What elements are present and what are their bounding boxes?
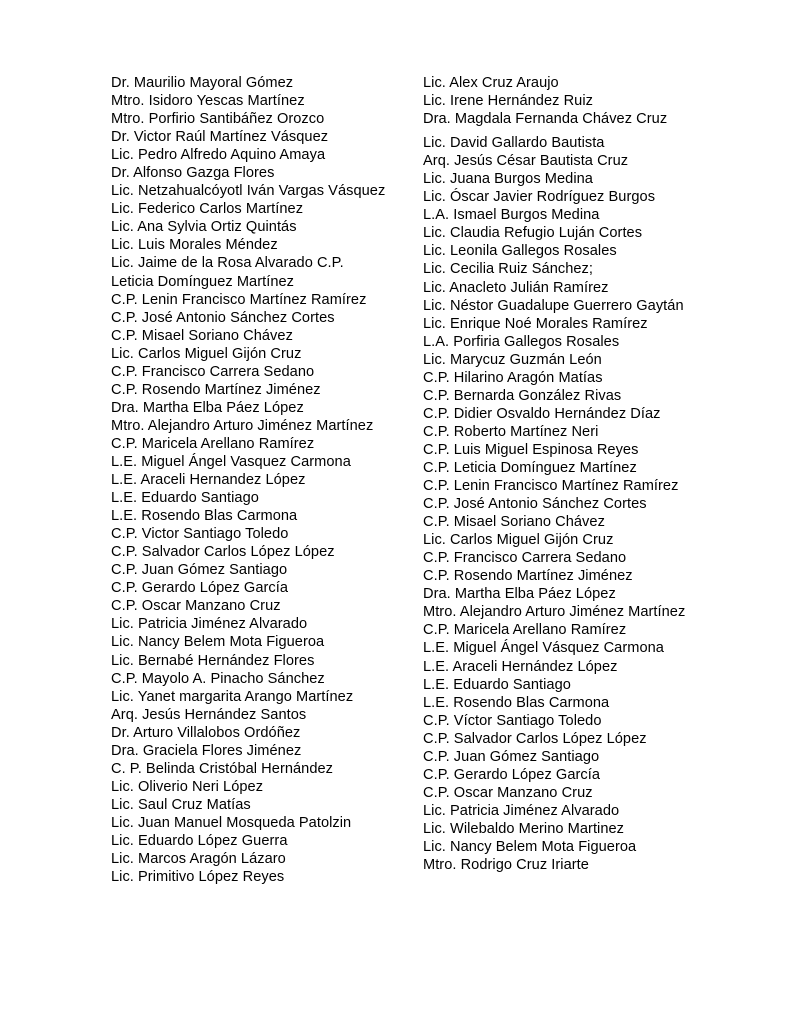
name-entry: Lic. Claudia Refugio Luján Cortes [423, 225, 643, 242]
name-entry: Lic. Néstor Guadalupe Guerrero Gaytán [423, 297, 684, 314]
name-entry: C.P. Rosendo Martínez Jiménez [423, 568, 633, 585]
name-entry: Mtro. Rodrigo Cruz Iriarte [423, 857, 589, 874]
name-entry: L.E. Eduardo Santiago [423, 676, 571, 693]
name-entry: Lic. Carlos Miguel Gijón Cruz [111, 345, 302, 362]
name-entry: Lic. Netzahualcóyotl Iván Vargas Vásquez [111, 183, 386, 200]
name-entry: C.P. José Antonio Sánchez Cortes [111, 309, 335, 326]
name-entry: Lic. Cecilia Ruiz Sánchez; [423, 261, 594, 278]
name-entry: C.P. Hilarino Aragón Matías [423, 369, 603, 386]
name-entry: C.P. Salvador Carlos López López [111, 544, 335, 561]
name-entry: C.P. Victor Santiago Toledo [111, 526, 289, 543]
name-entry: Lic. Carlos Miguel Gijón Cruz [423, 532, 614, 549]
name-entry: C.P. Oscar Manzano Cruz [423, 784, 593, 801]
name-entry: Lic. Anacleto Julián Ramírez [423, 279, 609, 296]
name-entry: L.E. Araceli Hernandez López [111, 472, 306, 489]
name-entry: Dra. Graciela Flores Jiménez [111, 742, 302, 759]
name-entry: Lic. Pedro Alfredo Aquino Amaya [111, 147, 326, 164]
name-entry: C.P. Juan Gómez Santiago [423, 748, 600, 765]
left-name-list [111, 74, 407, 886]
name-entry: C.P. Roberto Martínez Neri [423, 423, 599, 440]
name-entry: Dr. Maurilio Mayoral Gómez [111, 75, 294, 91]
name-entry: C.P. Lenin Francisco Martínez Ramírez [423, 478, 679, 495]
name-entry: Lic. Marycuz Guzmán León [423, 351, 602, 368]
name-entry: Dra. Martha Elba Páez López [423, 586, 616, 603]
name-entry: Lic. Patricia Jiménez Alvarado [111, 616, 308, 633]
name-entry: Mtro. Porfirio Santibáñez Orozco [111, 111, 325, 128]
name-entry: L.E. Miguel Ángel Vasquez Carmona [111, 453, 351, 470]
name-entry: Lic. Enrique Noé Morales Ramírez [423, 315, 648, 332]
name-entry: C.P. Luis Miguel Espinosa Reyes [423, 441, 639, 458]
name-entry: C.P. Misael Soriano Chávez [423, 514, 605, 531]
name-entry: Lic. Irene Hernández Ruiz [423, 93, 593, 110]
name-entry: Arq. Jesús Hernández Santos [111, 706, 307, 723]
name-entry: Lic. Eduardo López Guerra [111, 832, 288, 849]
name-entry: L.E. Miguel Ángel Vásquez Carmona [423, 640, 664, 657]
name-entry: Lic. Alex Cruz Araujo [423, 75, 559, 91]
name-entry: Lic. Juan Manuel Mosqueda Patolzin [111, 814, 352, 831]
name-entry: Lic. Bernabé Hernández Flores [111, 652, 315, 669]
name-entry: Lic. Marcos Aragón Lázaro [111, 851, 286, 868]
name-entry: L.E. Araceli Hernández López [423, 658, 618, 675]
name-entry: Lic. Jaime de la Rosa Alvarado C.P. [111, 255, 344, 272]
name-entry: Lic. Patricia Jiménez Alvarado [423, 802, 620, 819]
name-entry: Lic. Wilebaldo Merino Martinez [423, 820, 625, 837]
name-entry: L.E. Rosendo Blas Carmona [111, 508, 298, 525]
name-entry: L.A. Ismael Burgos Medina [423, 207, 600, 224]
name-entry: L.A. Porfiria Gallegos Rosales [423, 333, 620, 350]
name-entry: Dr. Alfonso Gazga Flores [111, 165, 275, 182]
name-entry: Lic. Nancy Belem Mota Figueroa [423, 838, 637, 855]
name-entry: C.P. Rosendo Martínez Jiménez [111, 381, 321, 398]
name-entry: L.E. Eduardo Santiago [111, 490, 259, 507]
name-entry: Dr. Victor Raúl Martínez Vásquez [111, 129, 329, 146]
name-entry: C.P. Maricela Arellano Ramírez [423, 622, 627, 639]
name-entry: C.P. Misael Soriano Chávez [111, 327, 293, 344]
name-entry: C.P. Francisco Carrera Sedano [423, 550, 627, 567]
name-entry: Mtro. Alejandro Arturo Jiménez Martínez [423, 604, 686, 621]
name-entry: Lic. Luis Morales Méndez [111, 237, 278, 254]
name-entry: Dra. Magdala Fernanda Chávez Cruz [423, 111, 668, 128]
name-entry: Dra. Martha Elba Páez López [111, 399, 304, 416]
name-entry: C.P. Bernarda González Rivas [423, 387, 622, 404]
name-entry: C.P. Leticia Domínguez Martínez [423, 459, 637, 476]
name-entry: Leticia Domínguez Martínez [111, 273, 294, 290]
name-entry: C.P. Gerardo López García [111, 580, 289, 597]
name-entry: L.E. Rosendo Blas Carmona [423, 694, 610, 711]
name-entry: C.P. Didier Osvaldo Hernández Díaz [423, 405, 661, 422]
name-entry: C.P. Oscar Manzano Cruz [111, 598, 281, 615]
name-entry: C.P. Mayolo A. Pinacho Sánchez [111, 670, 325, 687]
name-entry: Lic. Yanet margarita Arango Martínez [111, 688, 354, 705]
name-entry: Arq. Jesús César Bautista Cruz [423, 153, 629, 170]
name-entry: Lic. Óscar Javier Rodríguez Burgos [423, 189, 656, 206]
name-entry: Lic. Juana Burgos Medina [423, 171, 593, 188]
name-entry: C. P. Belinda Cristóbal Hernández [111, 760, 334, 777]
name-entry: Lic. Primitivo López Reyes [111, 869, 285, 886]
name-entry: C.P. Maricela Arellano Ramírez [111, 435, 315, 452]
name-entry: C.P. Lenin Francisco Martínez Ramírez [111, 291, 367, 308]
name-entry: Dr. Arturo Villalobos Ordóñez [111, 724, 301, 741]
name-entry: C.P. Salvador Carlos López López [423, 730, 647, 747]
name-entry: Lic. David Gallardo Bautista [423, 135, 605, 152]
name-entry: C.P. Víctor Santiago Toledo [423, 712, 602, 729]
name-entry: Mtro. Alejandro Arturo Jiménez Martínez [111, 417, 374, 434]
name-entry: Lic. Ana Sylvia Ortiz Quintás [111, 219, 297, 236]
name-entry: C.P. Gerardo López García [423, 766, 601, 783]
name-entry: C.P. Juan Gómez Santiago [111, 562, 288, 579]
name-entry: C.P. Francisco Carrera Sedano [111, 363, 315, 380]
right-name-list [423, 74, 721, 874]
name-entry: Lic. Federico Carlos Martínez [111, 201, 304, 218]
name-entry: Lic. Saul Cruz Matías [111, 796, 251, 813]
name-entry: Lic. Oliverio Neri López [111, 778, 264, 795]
name-entry: C.P. José Antonio Sánchez Cortes [423, 496, 647, 513]
name-entry: Lic. Leonila Gallegos Rosales [423, 243, 617, 260]
name-entry: Lic. Nancy Belem Mota Figueroa [111, 634, 325, 651]
name-entry: Mtro. Isidoro Yescas Martínez [111, 93, 305, 110]
